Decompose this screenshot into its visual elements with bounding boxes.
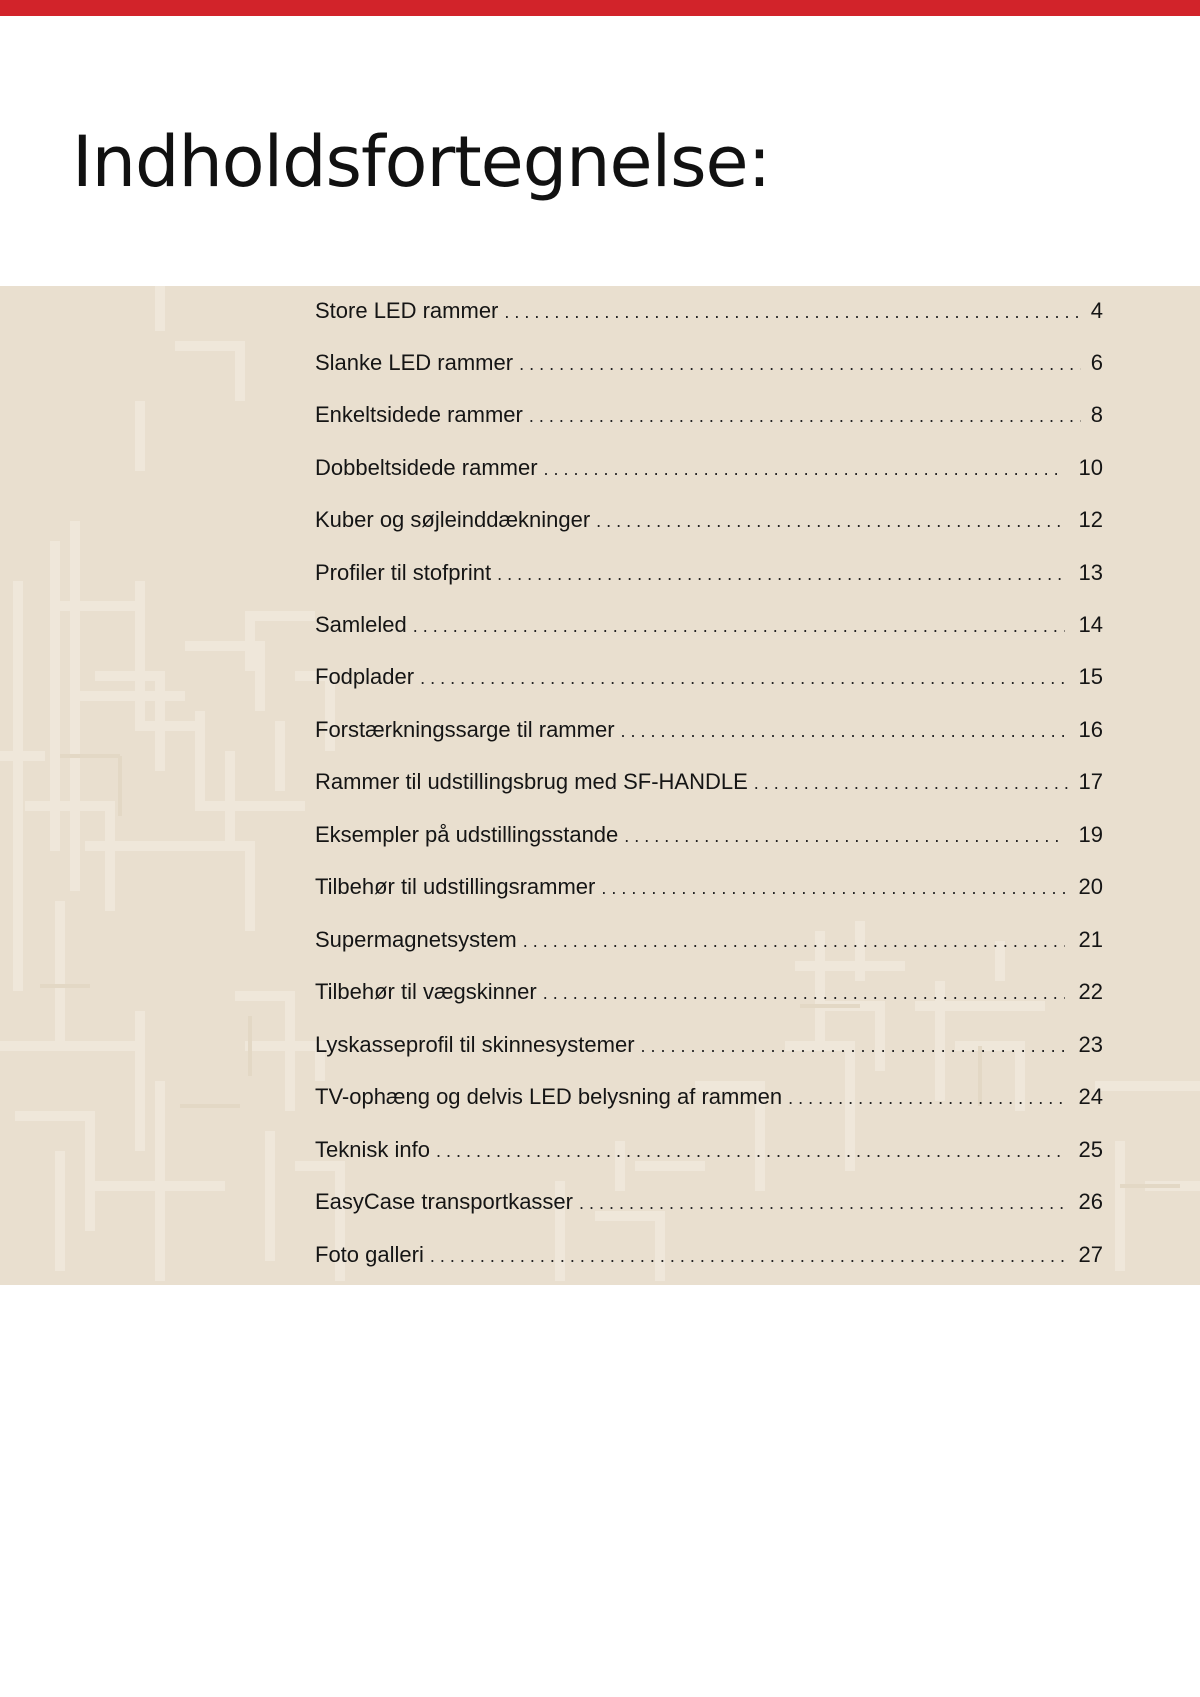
page-title: Indholdsfortegnelse:	[72, 121, 771, 203]
toc-page-number: 26	[1078, 1189, 1103, 1214]
toc-entry-label: Lyskasseprofil til skinnesystemer	[315, 1032, 635, 1057]
toc-entry-label: Store LED rammer	[315, 298, 499, 323]
toc-dot-leader	[596, 503, 1064, 539]
toc-entry-label: Fodplader	[315, 664, 415, 689]
toc-page-number: 4	[1090, 298, 1103, 323]
toc-entry[interactable]	[315, 397, 1103, 433]
toc-page-number: 8	[1090, 402, 1103, 427]
toc-entry-label: Forstærkningssarge til rammer	[315, 717, 615, 742]
toc-entry-label: Kuber og søjleinddækninger	[315, 507, 591, 532]
toc-entry[interactable]	[315, 555, 1103, 591]
toc-panel	[0, 286, 1200, 1285]
toc-dot-leader	[754, 765, 1073, 801]
toc-dot-leader	[621, 713, 1065, 749]
toc-entry-label: Eksempler på udstillingsstande	[315, 822, 619, 847]
toc-dot-leader	[413, 608, 1065, 644]
toc-entry[interactable]	[315, 502, 1103, 538]
toc-entry-label: Samleled	[315, 612, 407, 637]
toc-entry[interactable]	[315, 922, 1103, 958]
toc-entry[interactable]	[315, 974, 1103, 1010]
toc-dot-leader	[436, 1133, 1065, 1169]
toc-page-number: 6	[1090, 350, 1103, 375]
toc-page-number: 27	[1078, 1242, 1103, 1267]
toc-entry[interactable]	[315, 764, 1103, 800]
toc-page-number: 24	[1078, 1084, 1103, 1109]
toc-entry-label: Profiler til stofprint	[315, 560, 492, 585]
toc-entry[interactable]	[315, 1184, 1103, 1220]
toc-page-number: 12	[1078, 507, 1103, 532]
toc-page-number: 19	[1078, 822, 1103, 847]
toc-dot-leader	[523, 923, 1065, 959]
toc-entry-label: Tilbehør til vægskinner	[315, 979, 537, 1004]
toc-entry-label: Teknisk info	[315, 1137, 430, 1162]
toc-entry[interactable]	[315, 293, 1103, 329]
toc-entry[interactable]	[315, 712, 1103, 748]
toc-page-number: 20	[1078, 874, 1103, 899]
toc-dot-leader	[788, 1080, 1064, 1116]
toc-entry-label: Supermagnetsystem	[315, 927, 517, 952]
toc-entry[interactable]	[315, 659, 1103, 695]
toc-entry-label: Rammer til udstillingsbrug med SF-HANDLE	[315, 769, 748, 794]
toc-page-number: 13	[1078, 560, 1103, 585]
toc-entry-label: TV-ophæng og delvis LED belysning af rammen	[315, 1084, 783, 1109]
toc-entry-label: Dobbeltsidede rammer	[315, 455, 538, 480]
toc-dot-leader	[641, 1028, 1065, 1064]
toc-entry-label: Enkeltsidede rammer	[315, 402, 523, 427]
toc-dot-leader	[601, 870, 1064, 906]
toc-entry-label: Slanke LED rammer	[315, 350, 514, 375]
toc-dot-leader	[497, 556, 1064, 592]
toc-dot-leader	[579, 1185, 1065, 1221]
toc-page-number: 22	[1078, 979, 1103, 1004]
toc-entry-label: Tilbehør til udstillingsrammer	[315, 874, 596, 899]
toc-entry-label: Foto galleri	[315, 1242, 424, 1267]
toc-page-number: 10	[1078, 455, 1103, 480]
toc-dot-leader	[420, 660, 1064, 696]
toc-page-number: 16	[1078, 717, 1103, 742]
toc-entry[interactable]	[315, 1132, 1103, 1168]
toc-dot-leader	[519, 346, 1081, 382]
toc-dot-leader	[504, 294, 1081, 330]
toc-entry[interactable]	[315, 450, 1103, 486]
toc-page-number: 17	[1078, 769, 1103, 794]
toc-page-number: 23	[1078, 1032, 1103, 1057]
toc-dot-leader	[544, 451, 1065, 487]
toc-page-number: 14	[1078, 612, 1103, 637]
toc-page-number: 21	[1078, 927, 1103, 952]
toc-dot-leader	[543, 975, 1065, 1011]
top-accent-bar	[0, 0, 1200, 16]
toc-dot-leader	[430, 1238, 1065, 1274]
toc-dot-leader	[624, 818, 1064, 854]
toc-entry[interactable]	[315, 1237, 1103, 1273]
toc-entry[interactable]	[315, 817, 1103, 853]
toc-entry[interactable]	[315, 869, 1103, 905]
toc-entry[interactable]	[315, 1027, 1103, 1063]
toc-page-number: 15	[1078, 664, 1103, 689]
toc-dot-leader	[529, 398, 1081, 434]
toc-entry[interactable]	[315, 1079, 1103, 1115]
toc-page-number: 25	[1078, 1137, 1103, 1162]
toc-entry[interactable]	[315, 345, 1103, 381]
toc-entry-label: EasyCase transportkasser	[315, 1189, 573, 1214]
toc-entry[interactable]	[315, 607, 1103, 643]
